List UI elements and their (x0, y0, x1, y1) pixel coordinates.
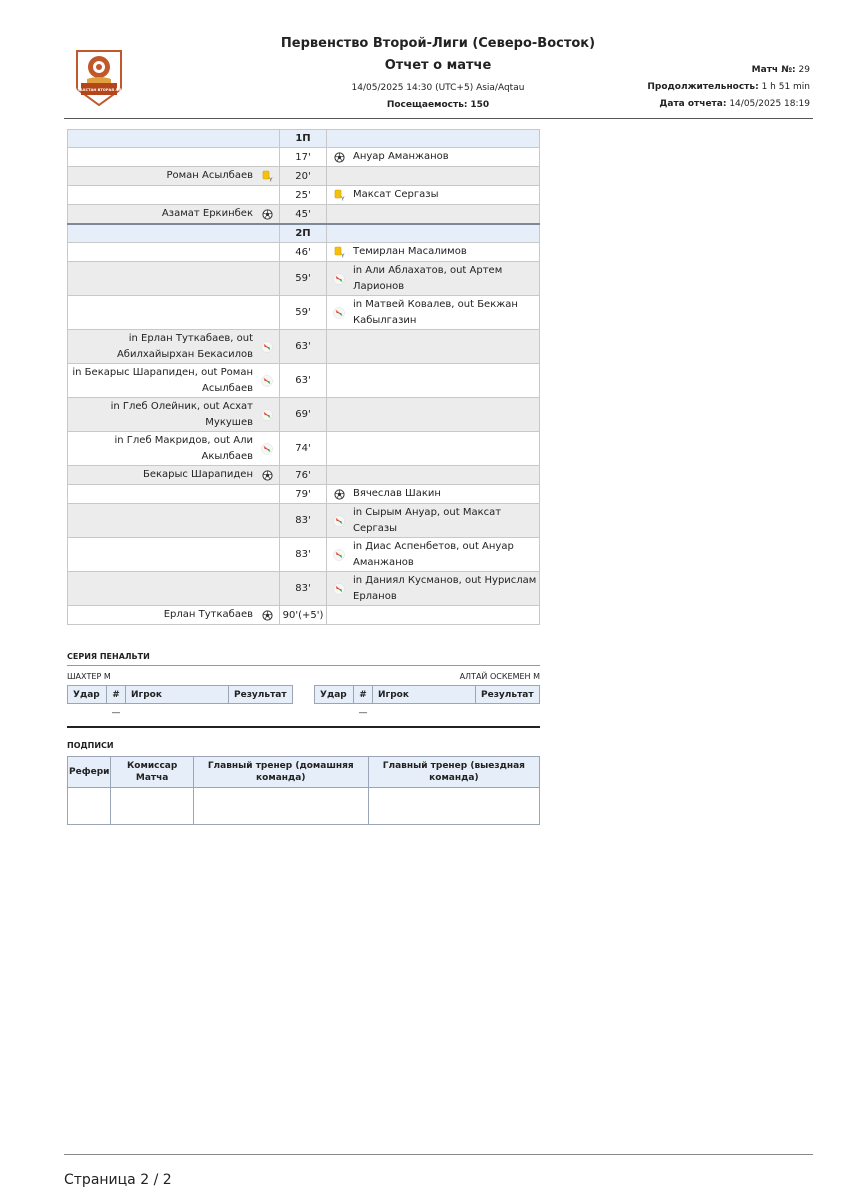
event-minute: 17' (280, 148, 327, 167)
away-event-text: Вячеслав Шакин (353, 488, 441, 499)
home-event-text: Роман Асылбаев (166, 170, 253, 181)
event-minute: 90'(+5') (280, 606, 327, 625)
sig-box[interactable] (68, 788, 111, 825)
penalties-title: СЕРИЯ ПЕНАЛЬТИ (67, 652, 150, 661)
away-event-text: in Даниял Кусманов, out Нурислам Ерланов (353, 574, 537, 602)
away-event-text: in Матвей Ковалев, out Бекжан Кабылгазин (353, 298, 518, 326)
penalties-home-table (67, 685, 293, 722)
header-divider (64, 118, 813, 119)
away-event-text: in Диас Аспенбетов, out Ануар Аманжанов (353, 540, 514, 568)
sig-box[interactable] (193, 788, 368, 825)
home-event-text: in Глеб Олейник, out Асхат Мукушев (110, 400, 253, 428)
attendance-value: 150 (470, 100, 490, 110)
penalties-away-team: АЛТАЙ ОСКЕМЕН М (459, 672, 540, 681)
substitution-icon (261, 341, 273, 353)
match-datetime: 14/05/2025 14:30 (UTC+5) Asia/Aqtau (351, 83, 525, 93)
away-event-text: in Сырым Ануар, out Максат Сергазы (353, 506, 502, 534)
home-event-text: in Бекарыс Шарапиден, out Роман Асылбаев (72, 366, 253, 394)
event-row (68, 262, 540, 296)
league-logo (71, 49, 127, 107)
col-shot: Удар (315, 686, 354, 704)
col-result: Результат (229, 686, 293, 704)
away-event-text: in Али Аблахатов, out Артем Ларионов (353, 264, 503, 292)
goal-ball-icon (333, 151, 345, 163)
event-row (68, 330, 540, 364)
col-player: Игрок (373, 686, 476, 704)
event-minute: 20' (280, 167, 327, 186)
match-info (647, 62, 810, 113)
substitution-icon (261, 375, 273, 387)
event-row (68, 167, 540, 186)
event-row (68, 205, 540, 225)
substitution-icon (333, 583, 345, 595)
penalties-divider (67, 665, 540, 666)
yellow-card-icon (261, 170, 273, 182)
report-date: Дата отчета: 14/05/2025 18:19 (659, 99, 810, 109)
period-header-row (68, 130, 540, 148)
sig-referee: Рефери (68, 757, 111, 788)
period-header-row (68, 224, 540, 243)
substitution-icon (333, 307, 345, 319)
col-player: Игрок (126, 686, 229, 704)
attendance-label: Посещаемость: (386, 100, 468, 110)
sig-home-coach: Главный тренер (домашняя команда) (193, 757, 368, 788)
event-row (68, 504, 540, 538)
away-event-text: Ануар Аманжанов (353, 151, 449, 162)
home-event-text: Ерлан Туткабаев (163, 609, 253, 620)
sig-away-coach: Главный тренер (выездная команда) (368, 757, 539, 788)
event-row (68, 466, 540, 485)
competition-title: Первенство Второй-Лиги (Северо-Восток) (280, 36, 596, 51)
sig-box[interactable] (368, 788, 539, 825)
sig-commissioner: Комиссар Матча (111, 757, 193, 788)
penalties-home-team: ШАХТЕР М (67, 672, 111, 681)
report-subtitle: Отчет о матче (384, 58, 492, 73)
sig-box[interactable] (111, 788, 193, 825)
event-row (68, 364, 540, 398)
event-row (68, 398, 540, 432)
event-row (68, 148, 540, 167)
substitution-icon (333, 273, 345, 285)
event-minute: 63' (280, 330, 327, 364)
attendance (238, 99, 638, 111)
section-divider (67, 726, 540, 728)
event-minute: 59' (280, 262, 327, 296)
event-row (68, 485, 540, 504)
substitution-icon (333, 515, 345, 527)
goal-ball-icon (261, 208, 273, 220)
event-minute: 83' (280, 572, 327, 606)
period-label: 1П (280, 130, 327, 148)
home-event-text: Бекарыс Шарапиден (142, 469, 253, 480)
event-minute: 45' (280, 205, 327, 225)
empty-mark: — (358, 708, 368, 718)
events-table (67, 129, 540, 625)
away-event-text: Максат Сергазы (353, 189, 439, 200)
col-number: # (354, 686, 373, 704)
event-minute: 83' (280, 504, 327, 538)
goal-ball-icon (333, 488, 345, 500)
event-row (68, 572, 540, 606)
period-label: 2П (280, 224, 327, 243)
event-minute: 25' (280, 186, 327, 205)
yellow-card-icon (333, 189, 345, 201)
event-minute: 63' (280, 364, 327, 398)
signatures-title: ПОДПИСИ (67, 741, 114, 750)
event-minute: 46' (280, 243, 327, 262)
event-row (68, 186, 540, 205)
event-minute: 83' (280, 538, 327, 572)
report-header (238, 34, 638, 111)
home-event-text: in Ерлан Туткабаев, out Абилхайырхан Бекасилов (116, 332, 253, 360)
empty-mark (68, 704, 107, 723)
col-result: Результат (476, 686, 540, 704)
page-number: Страница 2 / 2 (64, 1172, 172, 1188)
event-row (68, 296, 540, 330)
home-event-text: Азамат Еркинбек (161, 208, 253, 219)
svg-text:Y: Y (341, 253, 345, 260)
empty-mark: — (111, 708, 121, 718)
svg-text:Y: Y (341, 196, 345, 203)
event-minute: 79' (280, 485, 327, 504)
signatures-table (67, 756, 540, 825)
event-minute: 59' (280, 296, 327, 330)
logo-text: КАЗАХСТАН ВТОРАЯ ЛИГА (71, 88, 127, 92)
substitution-icon (261, 409, 273, 421)
col-shot: Удар (68, 686, 107, 704)
event-minute: 69' (280, 398, 327, 432)
substitution-icon (333, 549, 345, 561)
col-number: # (107, 686, 126, 704)
footer-divider (64, 1154, 813, 1155)
yellow-card-icon (333, 246, 345, 258)
substitution-icon (261, 443, 273, 455)
away-event-text: Темирлан Масалимов (353, 246, 467, 257)
goal-ball-icon (261, 609, 273, 621)
goal-ball-icon (261, 469, 273, 481)
home-event-text: in Глеб Макридов, out Али Акылбаев (114, 434, 253, 462)
event-row (68, 538, 540, 572)
match-number: Матч №: 29 (751, 65, 810, 75)
match-duration: Продолжительность: 1 h 51 min (647, 82, 810, 92)
event-row (68, 243, 540, 262)
event-minute: 76' (280, 466, 327, 485)
penalties-away-table (314, 685, 540, 722)
event-minute: 74' (280, 432, 327, 466)
svg-text:Y: Y (269, 177, 273, 184)
event-row (68, 432, 540, 466)
event-row (68, 606, 540, 625)
